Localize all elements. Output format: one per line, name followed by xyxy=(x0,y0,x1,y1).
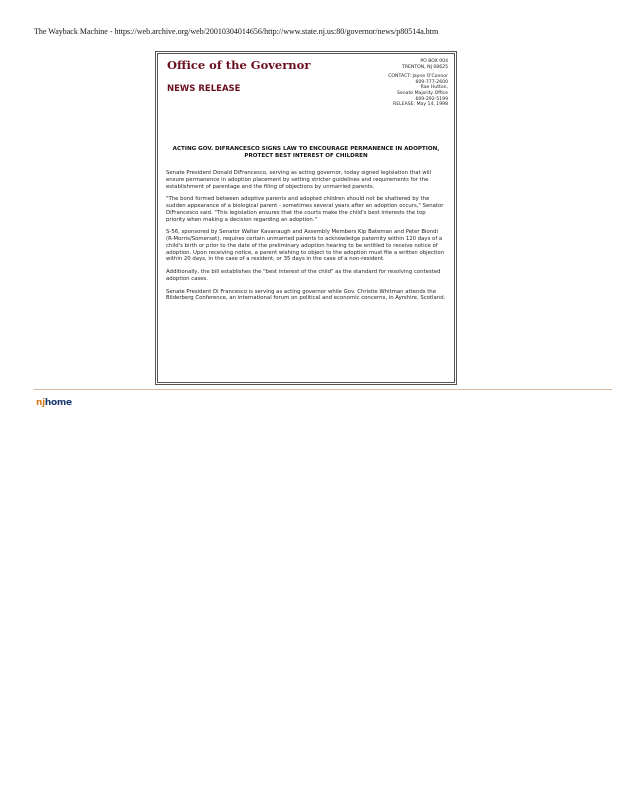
office-title: Office of the Governor xyxy=(167,58,311,72)
contact-line: CONTACT: Jayne O'Connor xyxy=(388,74,448,80)
contact-line: Rae Hutton, xyxy=(420,85,448,91)
body-paragraph: Senate President Donald DiFrancesco, serving as acting governor, today signed legislation that will ensure permanence in adoption placement by setting stricter guidelines and requirements for the establishment of parentage and the filing of objections by unmarried parents. xyxy=(166,170,432,190)
release-body xyxy=(166,170,446,308)
news-release-box xyxy=(155,51,457,385)
body-paragraph: Additionally, the bill establishes the "best interest of the child" as the standard for resolving contested adoption cases. xyxy=(166,269,441,282)
contact-line: Senate Majority Office xyxy=(397,90,448,96)
release-date: RELEASE: May 14, 1998 xyxy=(393,102,448,108)
contact-line: 609-777-2600 xyxy=(415,79,448,85)
headline: ACTING GOV. DIFRANCESCO SIGNS LAW TO ENCOURAGE PERMANENCE IN ADOPTION, PROTECT BEST INTEREST OF CHILDREN xyxy=(172,146,440,159)
wayback-url-header: The Wayback Machine - https://web.archive.org/web/20010304014656/http://www.state.nj.us:80/governor/news/p80514a.htm xyxy=(34,27,439,36)
home-logo-text: home xyxy=(44,398,72,408)
body-paragraph: Senate President Di Francesco is serving as acting governor while Gov. Christie Whitman attends the Bilderberg Conference, an international forum on political and economic concerns, in Ayrshire, Scotland. xyxy=(166,288,446,302)
nj-home-link[interactable] xyxy=(36,398,72,408)
nj-logo-text: nj xyxy=(36,398,45,408)
footer-divider xyxy=(34,389,612,390)
news-release-label: NEWS RELEASE xyxy=(167,84,241,94)
body-paragraph: S-56, sponsored by Senator Walter Kavanaugh and Assembly Members Kip Bateman and Peter Biondi (R-Morris/Somerset), requires certain unmarried parents to acknowledge paternity within 120 days of a child's birth or prior to the date of the preliminary adoption hearing to be entitled to receive notice of adoption. Upon receiving notice, a parent wishing to object to the adoption must file a written objection within 20 days, in the case of a resident, or 35 days in the case of a non-resident. xyxy=(166,229,445,263)
contact-line: 609-292-5199 xyxy=(415,96,448,102)
address-line: TRENTON, NJ 08625 xyxy=(402,64,448,70)
contact-block xyxy=(388,59,448,108)
address-line: PO BOX 004 xyxy=(420,59,448,64)
body-paragraph: "The bond formed between adoptive parents and adopted children should not be shattered by the sudden appearance of a biological parent - sometimes several years after an adoption occurs," Senator DiFrancesco said. "This legislation ensures that the courts make the child's best interests the top priority when making a decision regarding an adoption." xyxy=(166,196,444,223)
